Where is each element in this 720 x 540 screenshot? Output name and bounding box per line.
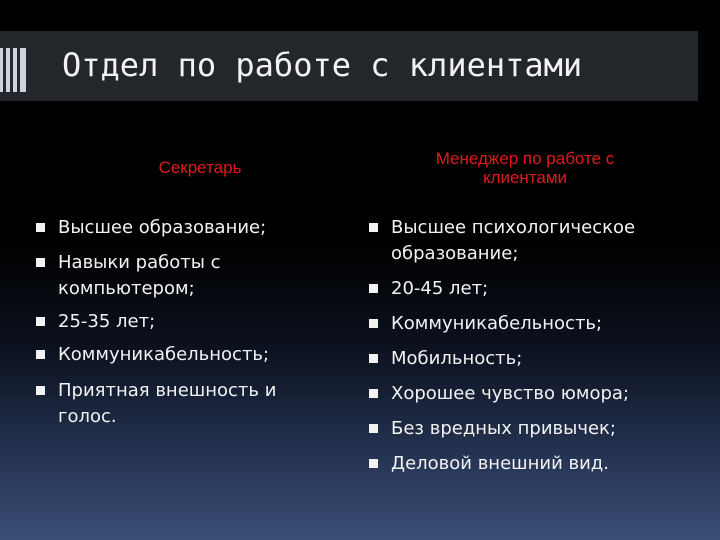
- list-item: Мобильность;: [355, 346, 685, 372]
- list-item: 20-45 лет;: [355, 276, 685, 302]
- list-item: Высшее образование;: [22, 215, 322, 241]
- list-item: Приятная внешность и голос.: [22, 378, 322, 430]
- bullet-icon: [369, 389, 378, 398]
- slide-title: Отдел по работе с клиентами: [62, 46, 583, 84]
- list-item: Коммуникабельность;: [355, 311, 685, 337]
- bullet-icon: [369, 354, 378, 363]
- bullet-icon: [36, 223, 45, 232]
- left-list: [22, 215, 322, 430]
- list-item: Хорошее чувство юмора;: [355, 381, 685, 407]
- bullet-icon: [36, 350, 45, 359]
- list-item: 25-35 лет;: [22, 309, 322, 335]
- list-item: Деловой внешний вид.: [355, 451, 685, 477]
- list-item: Без вредных привычек;: [355, 416, 685, 442]
- bullet-icon: [369, 319, 378, 328]
- decorative-stripes: [0, 48, 26, 92]
- bullet-icon: [36, 386, 45, 395]
- bullet-icon: [369, 284, 378, 293]
- list-item: Навыки работы с компьютером;: [22, 250, 322, 302]
- list-item: Коммуникабельность;: [22, 342, 322, 368]
- bullet-icon: [36, 317, 45, 326]
- right-column-heading: Менеджер по работе с клиентами: [435, 149, 615, 187]
- bullet-icon: [369, 424, 378, 433]
- bullet-icon: [369, 223, 378, 232]
- left-column-heading: Секретарь: [158, 158, 242, 177]
- list-item: Высшее психологическое образование;: [355, 215, 685, 267]
- bullet-icon: [369, 459, 378, 468]
- bullet-icon: [36, 258, 45, 267]
- right-list: [355, 215, 685, 477]
